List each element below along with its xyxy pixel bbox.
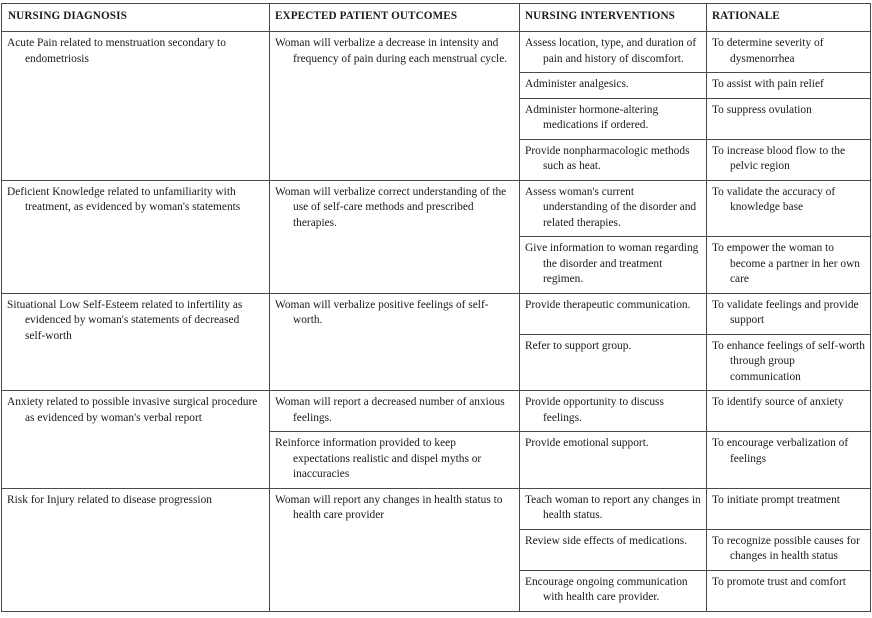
intervention-cell-text: Give information to woman regarding the disorder and treatment regimen.	[525, 242, 699, 285]
intervention-cell-text: Provide nonpharmacologic methods such as heat.	[525, 144, 690, 172]
intervention-cell-text: Assess woman's current understanding of the disorder and related therapies.	[525, 185, 697, 229]
outcome-cell-text: Woman will verbalize correct understanding of the use of self-care methods and prescribed therapies.	[275, 185, 507, 229]
outcome-cell	[270, 293, 520, 391]
intervention-cell-text: Review side effects of medications.	[525, 534, 688, 547]
diagnosis-cell	[2, 391, 270, 489]
table-row	[2, 391, 871, 432]
intervention-cell	[520, 180, 707, 237]
table-row	[2, 293, 871, 334]
rationale-cell	[707, 570, 871, 611]
rationale-cell	[707, 237, 871, 294]
header-nursing-diagnosis: NURSING DIAGNOSIS	[2, 4, 270, 32]
table-body	[2, 32, 871, 612]
intervention-cell-text: Provide therapeutic communication.	[525, 298, 691, 311]
rationale-cell	[707, 391, 871, 432]
rationale-cell	[707, 334, 871, 391]
rationale-cell-text: To validate feelings and provide support	[712, 298, 859, 326]
rationale-cell	[707, 529, 871, 570]
rationale-cell	[707, 432, 871, 489]
outcome-cell	[270, 32, 520, 181]
table-header	[2, 4, 871, 32]
rationale-cell-text: To identify source of anxiety	[712, 396, 844, 408]
rationale-cell-text: To empower the woman to become a partner in her own care	[712, 242, 860, 285]
outcome-cell-text: Reinforce information provided to keep expectations realistic and dispel myths or inaccuracies	[275, 437, 482, 480]
rationale-cell	[707, 139, 871, 180]
outcome-cell-text: Woman will verbalize positive feelings of self-worth.	[275, 298, 489, 326]
intervention-cell	[520, 488, 707, 529]
rationale-cell	[707, 32, 871, 73]
intervention-cell-text: Provide emotional support.	[525, 437, 649, 449]
header-row	[2, 4, 871, 32]
diagnosis-cell-text: Acute Pain related to menstruation secondary to endometriosis	[7, 37, 226, 65]
outcome-cell	[270, 391, 520, 432]
intervention-cell	[520, 432, 707, 489]
intervention-cell	[520, 32, 707, 73]
rationale-cell-text: To determine severity of dysmenorrhea	[712, 37, 824, 65]
diagnosis-cell-text: Situational Low Self-Esteem related to infertility as evidenced by woman's statements of decreased self-worth	[7, 298, 243, 342]
intervention-cell	[520, 293, 707, 334]
rationale-cell-text: To encourage verbalization of feelings	[712, 437, 849, 465]
diagnosis-cell-text: Anxiety related to possible invasive surgical procedure as evidenced by woman's verbal report	[7, 396, 258, 424]
outcome-cell	[270, 432, 520, 489]
intervention-cell	[520, 391, 707, 432]
rationale-cell-text: To recognize possible causes for changes in health status	[712, 534, 860, 562]
table-row	[2, 32, 871, 73]
intervention-cell	[520, 334, 707, 391]
rationale-cell	[707, 180, 871, 237]
diagnosis-cell	[2, 293, 270, 391]
rationale-cell-text: To initiate prompt treatment	[712, 493, 840, 506]
header-rationale: RATIONALE	[707, 4, 871, 32]
intervention-cell-text: Provide opportunity to discuss feelings.	[525, 396, 664, 424]
outcome-cell-text: Woman will report any changes in health status to health care provider	[275, 493, 503, 521]
diagnosis-cell	[2, 180, 270, 293]
intervention-cell	[520, 237, 707, 294]
header-expected-outcomes: EXPECTED PATIENT OUTCOMES	[270, 4, 520, 32]
intervention-cell-text: Refer to support group.	[525, 339, 632, 352]
intervention-cell	[520, 529, 707, 570]
diagnosis-cell	[2, 32, 270, 181]
intervention-cell	[520, 570, 707, 611]
rationale-cell-text: To enhance feelings of self-worth through group communication	[712, 339, 865, 383]
rationale-cell	[707, 73, 871, 99]
header-nursing-interventions: NURSING INTERVENTIONS	[520, 4, 707, 32]
intervention-cell-text: Assess location, type, and duration of pain and history of discomfort.	[525, 37, 697, 65]
table-row	[2, 488, 871, 529]
rationale-cell-text: To suppress ovulation	[712, 103, 812, 116]
care-plan-table	[1, 3, 871, 612]
outcome-cell	[270, 488, 520, 611]
outcome-cell-text: Woman will report a decreased number of anxious feelings.	[275, 396, 505, 424]
intervention-cell-text: Teach woman to report any changes in health status.	[525, 493, 701, 521]
intervention-cell-text: Administer analgesics.	[525, 78, 629, 90]
outcome-cell	[270, 180, 520, 293]
intervention-cell	[520, 98, 707, 139]
intervention-cell-text: Administer hormone-altering medications if ordered.	[525, 103, 659, 131]
rationale-cell-text: To validate the accuracy of knowledge base	[712, 185, 836, 213]
intervention-cell	[520, 139, 707, 180]
diagnosis-cell	[2, 488, 270, 611]
rationale-cell-text: To increase blood flow to the pelvic region	[712, 144, 846, 172]
rationale-cell-text: To promote trust and comfort	[712, 575, 846, 588]
diagnosis-cell-text: Risk for Injury related to disease progression	[7, 493, 212, 506]
rationale-cell-text: To assist with pain relief	[712, 78, 824, 90]
intervention-cell-text: Encourage ongoing communication with health care provider.	[525, 575, 688, 603]
rationale-cell	[707, 488, 871, 529]
diagnosis-cell-text: Deficient Knowledge related to unfamiliarity with treatment, as evidenced by woman's statements	[7, 185, 241, 213]
table-row	[2, 180, 871, 237]
outcome-cell-text: Woman will verbalize a decrease in intensity and frequency of pain during each menstrual cycle.	[275, 37, 508, 65]
rationale-cell	[707, 293, 871, 334]
rationale-cell	[707, 98, 871, 139]
intervention-cell	[520, 73, 707, 99]
